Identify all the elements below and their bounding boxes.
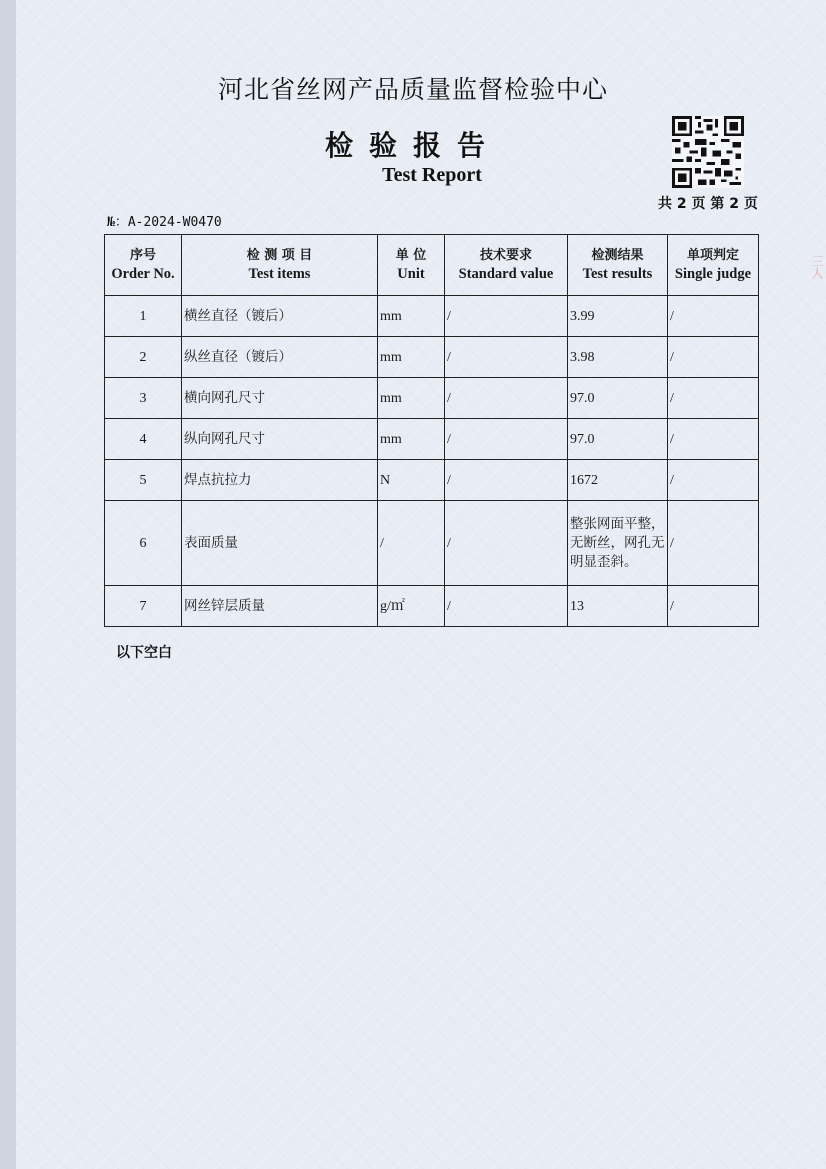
header-cn: 单项判定 bbox=[686, 248, 739, 263]
table-row bbox=[105, 501, 759, 586]
cell-judge: / bbox=[668, 296, 759, 337]
header-order-no bbox=[105, 235, 182, 296]
cell-result: 1672 bbox=[568, 460, 668, 501]
cell-unit: mm bbox=[378, 296, 445, 337]
header-cn: 检测结果 bbox=[591, 248, 644, 263]
header-test-items bbox=[182, 235, 378, 296]
cell-test-item: 网丝锌层质量 bbox=[182, 586, 378, 627]
cell-judge: / bbox=[668, 419, 759, 460]
header-test-results bbox=[568, 235, 668, 296]
header-cn: 检 测 项 目 bbox=[246, 248, 313, 263]
table-row bbox=[105, 586, 759, 627]
cell-unit: N bbox=[378, 460, 445, 501]
header-en: Standard value bbox=[458, 266, 554, 282]
table-header-row bbox=[105, 235, 759, 296]
cell-standard: / bbox=[445, 501, 568, 586]
cell-unit: mm bbox=[378, 378, 445, 419]
cell-result: 整张网面平整，无断丝，网孔无明显歪斜。 bbox=[568, 501, 668, 586]
header-cn: 序号 bbox=[129, 248, 156, 263]
header-en: Test results bbox=[582, 266, 653, 282]
cell-unit: mm bbox=[378, 419, 445, 460]
cell-standard: / bbox=[445, 296, 568, 337]
cell-result: 3.99 bbox=[568, 296, 668, 337]
cell-order-no: 6 bbox=[105, 501, 182, 586]
cell-judge: / bbox=[668, 586, 759, 627]
cell-judge: / bbox=[668, 460, 759, 501]
cell-standard: / bbox=[445, 460, 568, 501]
cell-order-no: 3 bbox=[105, 378, 182, 419]
cell-unit: g/㎡ bbox=[378, 586, 445, 627]
header-cn: 单 位 bbox=[395, 248, 427, 263]
cell-order-no: 5 bbox=[105, 460, 182, 501]
cell-standard: / bbox=[445, 586, 568, 627]
report-title-en: Test Report bbox=[382, 164, 482, 186]
cell-result: 3.98 bbox=[568, 337, 668, 378]
cell-test-item: 横丝直径（镀后） bbox=[182, 296, 378, 337]
header-en: Order No. bbox=[111, 266, 175, 282]
report-title-cn: 检验报告 bbox=[324, 129, 501, 162]
cell-order-no: 7 bbox=[105, 586, 182, 627]
cell-unit: mm bbox=[378, 337, 445, 378]
header-cn: 技术要求 bbox=[479, 248, 532, 263]
cell-result: 97.0 bbox=[568, 419, 668, 460]
organization-title: 河北省丝网产品质量监督检验中心 bbox=[217, 75, 608, 104]
cell-judge: / bbox=[668, 378, 759, 419]
header-en: Single judge bbox=[674, 266, 752, 282]
cell-standard: / bbox=[445, 337, 568, 378]
cell-order-no: 1 bbox=[105, 296, 182, 337]
cell-order-no: 2 bbox=[105, 337, 182, 378]
cell-test-item: 纵丝直径（镀后） bbox=[182, 337, 378, 378]
header-en: Unit bbox=[397, 266, 425, 282]
qr-code-icon bbox=[672, 116, 744, 188]
table-row bbox=[105, 378, 759, 419]
header-en: Test items bbox=[248, 266, 311, 282]
test-results-table bbox=[104, 234, 759, 627]
header-unit bbox=[378, 235, 445, 296]
table-row bbox=[105, 337, 759, 378]
report-number: №：A-2024-W0470 bbox=[107, 215, 222, 230]
cell-test-item: 纵向网孔尺寸 bbox=[182, 419, 378, 460]
cell-test-item: 焊点抗拉力 bbox=[182, 460, 378, 501]
cell-test-item: 横向网孔尺寸 bbox=[182, 378, 378, 419]
cell-judge: / bbox=[668, 337, 759, 378]
cell-standard: / bbox=[445, 378, 568, 419]
cell-order-no: 4 bbox=[105, 419, 182, 460]
cell-result: 13 bbox=[568, 586, 668, 627]
seal-stamp-fragment: 三人 bbox=[810, 255, 824, 279]
page-count: 共 2 页 第 2 页 bbox=[658, 196, 758, 212]
table-row bbox=[105, 460, 759, 501]
table-row bbox=[105, 296, 759, 337]
blank-below-note: 以下空白 bbox=[116, 645, 172, 661]
cell-standard: / bbox=[445, 419, 568, 460]
cell-result: 97.0 bbox=[568, 378, 668, 419]
cell-judge: / bbox=[668, 501, 759, 586]
header-single-judge bbox=[668, 235, 759, 296]
table-row bbox=[105, 419, 759, 460]
cell-unit: / bbox=[378, 501, 445, 586]
cell-test-item: 表面质量 bbox=[182, 501, 378, 586]
header-standard-value bbox=[445, 235, 568, 296]
